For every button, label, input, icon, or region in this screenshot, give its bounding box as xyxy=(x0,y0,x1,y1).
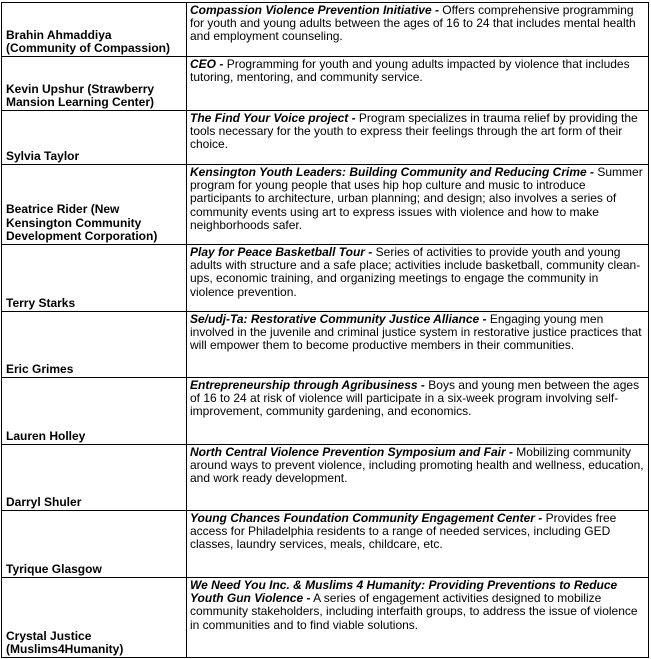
program-text: Provides free access for Philadelphia residents to a range of needed services, including GED classes, laundry services, meals, childcare, etc. xyxy=(190,511,617,552)
program-title: Compassion Violence Prevention Initiative - xyxy=(190,3,439,17)
program-text: Summer program for young people that uses hip hop culture and music to introduce participants to architecture, urban planning; and design; also involves a series of community events using art to express issues with violence and how to make neighborhoods safer. xyxy=(190,165,643,232)
program-text: Mobilizing community around ways to prevent violence, including promoting health and wellness, education, and work ready development. xyxy=(190,445,644,486)
grantee-name: Terry Starks xyxy=(2,245,187,312)
program-description xyxy=(187,312,649,378)
grantees-table xyxy=(1,2,649,658)
program-text: Series of activities to provide youth and young adults with structure and a safe place; activities include basketball, community clean-ups, economic training, and organizing meetings to engage the community in violence prevention. xyxy=(190,245,641,299)
program-text: Offers comprehensive programming for youth and young adults between the ages of 16 to 24 that includes mental health and employment counseling. xyxy=(190,3,636,44)
table-row xyxy=(2,312,649,378)
table-row xyxy=(2,445,649,511)
program-title: Entrepreneurship through Agribusiness - xyxy=(190,378,425,392)
program-description xyxy=(187,3,649,57)
grantee-name: Kevin Upshur (Strawberry Mansion Learning Center) xyxy=(2,57,187,111)
program-title: CEO - xyxy=(190,57,224,71)
grantee-name: Eric Grimes xyxy=(2,312,187,378)
program-description xyxy=(187,578,649,658)
program-text: Programming for youth and young adults impacted by violence that includes tutoring, mentoring, and community service. xyxy=(190,57,630,85)
table-row xyxy=(2,511,649,578)
program-description xyxy=(187,445,649,511)
program-description xyxy=(187,378,649,445)
program-description xyxy=(187,57,649,111)
table-row xyxy=(2,3,649,57)
grantee-name: Beatrice Rider (New Kensington Community Development Corporation) xyxy=(2,165,187,245)
program-title: The Find Your Voice project - xyxy=(190,111,356,125)
program-title: Play for Peace Basketball Tour - xyxy=(190,245,373,259)
program-title: Kensington Youth Leaders: Building Community and Reducing Crime - xyxy=(190,165,595,179)
grantee-name: Sylvia Taylor xyxy=(2,111,187,165)
table-row xyxy=(2,57,649,111)
program-description xyxy=(187,511,649,578)
program-title: North Central Violence Prevention Symposium and Fair - xyxy=(190,445,513,459)
program-text: Boys and young men between the ages of 16 to 24 at risk of violence will participate in a six-week program involving self-improvement, community gardening, and economics. xyxy=(190,378,640,419)
program-title: Se/udj-Ta: Restorative Community Justice Alliance - xyxy=(190,312,487,326)
table-row xyxy=(2,165,649,245)
program-text: A series of engagement activities designed to mobilize community stakeholders, including interfaith groups, to address the issue of violence in communities and to find viable solutions. xyxy=(190,591,638,632)
table-row xyxy=(2,578,649,658)
program-text: Program specializes in trauma relief by providing the tools necessary for the youth to express their feelings through the art form of their choice. xyxy=(190,111,638,152)
program-text: Engaging young men involved in the juvenile and criminal justice system in restorative justice practices that will empower them to become productive members in their communities. xyxy=(190,312,642,353)
grantee-name: Darryl Shuler xyxy=(2,445,187,511)
table-row xyxy=(2,378,649,445)
program-description xyxy=(187,111,649,165)
program-description xyxy=(187,245,649,312)
program-title: Young Chances Foundation Community Engagement Center - xyxy=(190,511,543,525)
grantee-name: Tyrique Glasgow xyxy=(2,511,187,578)
grantee-name: Brahin Ahmaddiya (Community of Compassion) xyxy=(2,3,187,57)
table-row xyxy=(2,245,649,312)
grantee-name: Crystal Justice (Muslims4Humanity) xyxy=(2,578,187,658)
grantee-name: Lauren Holley xyxy=(2,378,187,445)
program-description xyxy=(187,165,649,245)
program-title: We Need You Inc. & Muslims 4 Humanity: Providing Preventions to Reduce Youth Gun Violence - xyxy=(190,578,618,606)
table-row xyxy=(2,111,649,165)
